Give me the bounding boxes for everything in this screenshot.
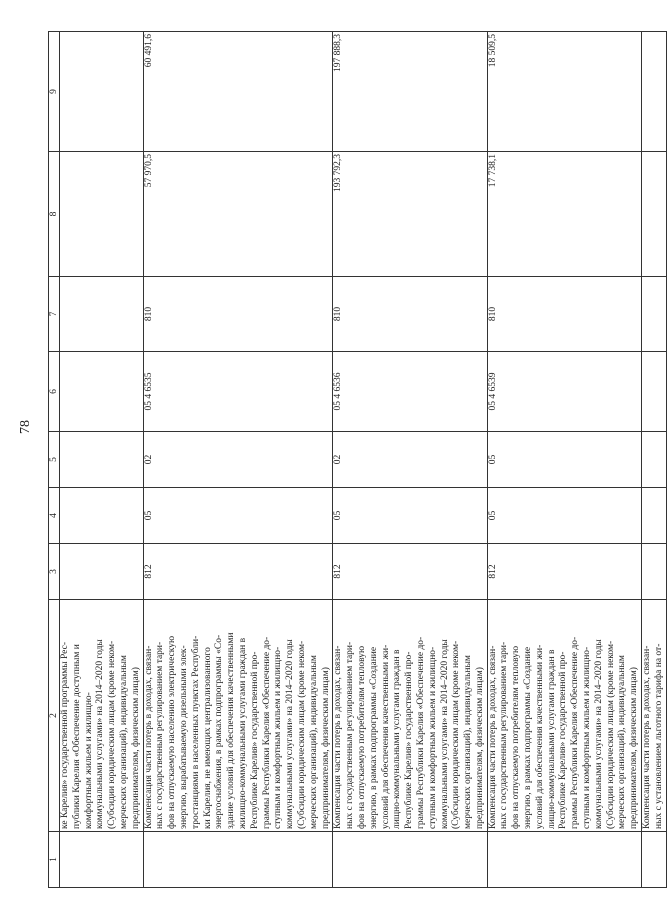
cell-target-article: [60, 352, 144, 432]
description-line: Компенсация части потерь в доходах, связан-: [143, 645, 154, 829]
description-line: ки Карелия, не имеющих централизованного: [202, 647, 213, 829]
cell-ministry-code: 812: [143, 544, 333, 600]
description-line: предпринимателям, физическим лицам): [130, 667, 141, 829]
page-number: 78: [18, 420, 33, 434]
description-line: здание условий для обеспечения качественными: [226, 632, 237, 829]
description-line: Республике Карелия» государственной про-: [558, 651, 569, 829]
description-line: мерческих организаций), индивидуальным: [617, 655, 628, 829]
cell-subsection-code: [60, 432, 144, 488]
description-line: фов на отпускаемую потребителям тепловую: [356, 645, 367, 829]
description-line: жилищно-коммунальными услугами граждан в: [237, 637, 248, 829]
cell-ministry-code: [642, 544, 667, 600]
description-line: граммы Республики Карелия «Обеспечение до-: [415, 636, 426, 829]
cell-subsection-code: 02: [143, 432, 333, 488]
table-row: [642, 32, 667, 888]
cell-amount-year2: 60 491,6: [143, 32, 333, 152]
description-line: ных с установлением льготного тарифа на от-: [653, 643, 664, 829]
description-line: (Субсидии юридическим лицам (кроме неком-: [296, 640, 307, 829]
description-line: предпринимателям, физическим лицам): [474, 667, 485, 829]
description-line: условий для обеспечения качественными жи-: [380, 644, 391, 829]
cell-expense-type: [642, 277, 667, 352]
description-line: коммунальными услугами» на 2014–2020 годы: [95, 639, 106, 829]
description-line: энергоснабжения, в рамках подпрограммы «Со-: [214, 634, 225, 829]
description-line: ступным и комфортным жильем и жилищно-: [427, 646, 438, 829]
description-line: мерческих организаций), индивидуальным: [118, 655, 129, 829]
cell-description: [642, 600, 667, 832]
col-header: 6: [49, 352, 60, 432]
cell-section-code: [642, 488, 667, 544]
description-line: Республике Карелия» государственной про-: [249, 651, 260, 829]
table-row: [60, 32, 144, 888]
cell-description: [143, 600, 333, 832]
cell-amount-year1: [642, 152, 667, 277]
cell-expense-type: 810: [487, 277, 641, 352]
cell-col1: [60, 832, 144, 888]
cell-subsection-code: 05: [487, 432, 641, 488]
cell-section-code: [60, 488, 144, 544]
cell-ministry-code: 812: [487, 544, 641, 600]
description-line: коммунальными услугами» на 2014–2020 годы: [285, 639, 296, 829]
col-header: 8: [49, 152, 60, 277]
cell-col1: [333, 832, 487, 888]
description-line: Компенсация части потерь в доходах, связан-: [642, 645, 653, 829]
description-line: ступным и комфортным жильем и жилищно-: [273, 646, 284, 829]
description-line: коммунальными услугами» на 2014–2020 годы: [593, 639, 604, 829]
cell-section-code: 05: [143, 488, 333, 544]
description-line: ных с государственным регулированием тари-: [345, 641, 356, 829]
description-line: энергию, вырабатываемую дизельными элек-: [178, 645, 189, 829]
cell-amount-year2: 18 509,5: [487, 32, 641, 152]
col-header: 9: [49, 32, 60, 152]
cell-description: [333, 600, 487, 832]
cell-target-article: [642, 352, 667, 432]
cell-description: [60, 600, 144, 832]
description-line: предпринимателям, физическим лицам): [320, 667, 331, 829]
description-line: лищно-коммунальными услугами граждан в: [392, 649, 403, 829]
description-line: Компенсация части потерь в доходах, связан-: [333, 645, 344, 829]
cell-expense-type: [60, 277, 144, 352]
rotated-page: [48, 32, 664, 888]
description-line: ке Карелия» государственной программы Рес-: [60, 642, 70, 829]
col-header: 5: [49, 432, 60, 488]
description-line: публики Карелия «Обеспечение доступным и: [71, 644, 82, 829]
table-row: [333, 32, 487, 888]
cell-subsection-code: [642, 432, 667, 488]
description-line: лищно-коммунальными услугами граждан в: [546, 649, 557, 829]
description-line: фов на отпускаемую потребителям тепловую: [511, 645, 522, 829]
cell-col1: [143, 832, 333, 888]
col-header: 2: [49, 600, 60, 832]
description-line: (Субсидии юридическим лицам (кроме неком-: [451, 640, 462, 829]
cell-description: [487, 600, 641, 832]
description-line: тростанциями в населенных пунктах Республи-: [190, 635, 201, 829]
description-line: комфортным жильем и жилищно-: [83, 692, 94, 829]
description-line: энергию, в рамках подпрограммы «Создание: [523, 646, 534, 829]
description-line: предпринимателям, физическим лицам): [629, 667, 640, 829]
description-line: мерческих организаций), индивидуальным: [463, 655, 474, 829]
description-line: энергию, в рамках подпрограммы «Создание: [368, 646, 379, 829]
cell-target-article: 05 4 6535: [143, 352, 333, 432]
description-line: (Субсидии юридическим лицам (кроме неком-: [107, 640, 118, 829]
cell-amount-year1: [60, 152, 144, 277]
description-line: ных с государственным регулированием тари-: [155, 641, 166, 829]
budget-table: [48, 31, 667, 888]
cell-col1: [642, 832, 667, 888]
description-line: Компенсация части потерь в доходах, связан-: [487, 645, 498, 829]
header-row: [49, 32, 60, 888]
description-line: граммы Республики Карелия «Обеспечение до-: [261, 636, 272, 829]
description-line: Республике Карелия» государственной про-: [404, 651, 415, 829]
table-row: [487, 32, 641, 888]
cell-target-article: 05 4 6536: [333, 352, 487, 432]
cell-target-article: 05 4 6539: [487, 352, 641, 432]
cell-amount-year1: 17 738,1: [487, 152, 641, 277]
cell-amount-year1: 193 792,3: [333, 152, 487, 277]
table-body: [60, 32, 667, 888]
description-line: условий для обеспечения качественными жи-: [534, 644, 545, 829]
cell-expense-type: 810: [143, 277, 333, 352]
description-line: фов на отпускаемую населению электрическую: [167, 635, 178, 829]
col-header: 3: [49, 544, 60, 600]
cell-amount-year1: 57 970,5: [143, 152, 333, 277]
cell-ministry-code: 812: [333, 544, 487, 600]
table-row: [143, 32, 333, 888]
description-line: ных с государственным регулированием тари-: [499, 641, 510, 829]
col-header: 1: [49, 832, 60, 888]
cell-subsection-code: 02: [333, 432, 487, 488]
cell-section-code: 05: [487, 488, 641, 544]
col-header: 7: [49, 277, 60, 352]
description-line: (Субсидии юридическим лицам (кроме неком-: [605, 640, 616, 829]
cell-amount-year2: [60, 32, 144, 152]
cell-section-code: 05: [333, 488, 487, 544]
description-line: мерческих организаций), индивидуальным: [308, 655, 319, 829]
cell-ministry-code: [60, 544, 144, 600]
description-line: ступным и комфортным жильем и жилищно-: [582, 646, 593, 829]
description-line: коммунальными услугами» на 2014–2020 годы: [439, 639, 450, 829]
cell-col1: [487, 832, 641, 888]
description-line: граммы Республики Карелия «Обеспечение до-: [570, 636, 581, 829]
cell-amount-year2: 197 888,3: [333, 32, 487, 152]
cell-expense-type: 810: [333, 277, 487, 352]
col-header: 4: [49, 488, 60, 544]
cell-amount-year2: [642, 32, 667, 152]
